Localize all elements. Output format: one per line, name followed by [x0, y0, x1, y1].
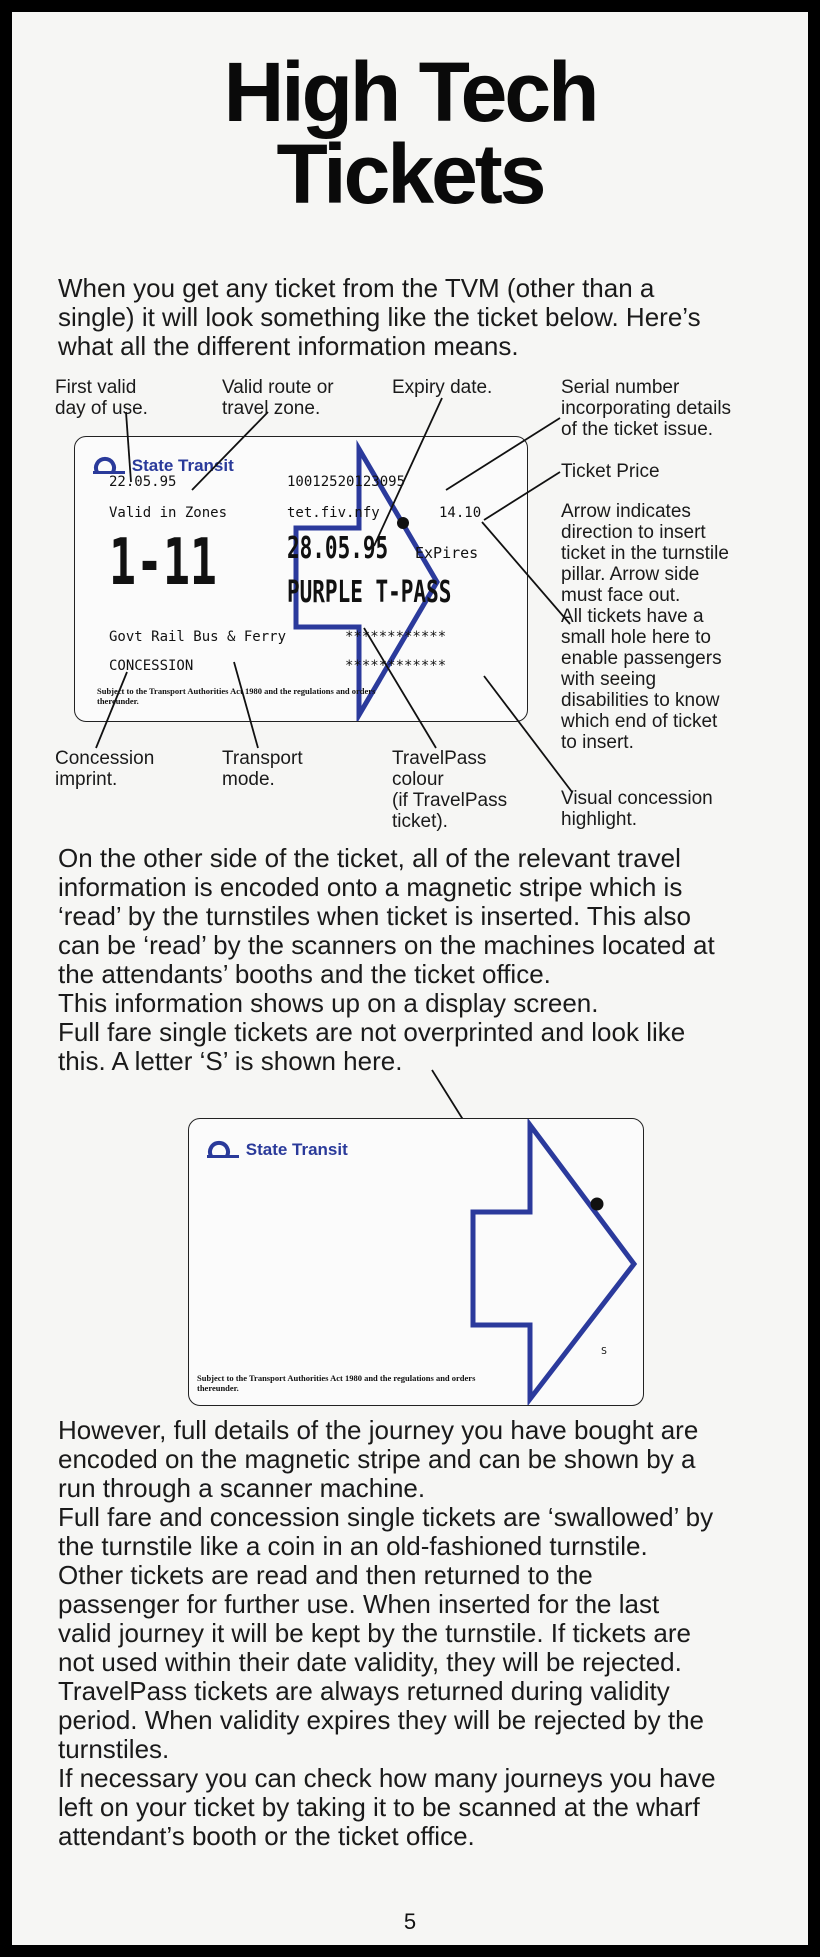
label-line: of the ticket issue. — [561, 419, 714, 440]
paragraph-line: left on your ticket by taking it to be scanned at the wharf — [58, 1792, 700, 1822]
label-line: day of use. — [55, 398, 148, 419]
paragraph-line: If necessary you can check how many journeys you have — [58, 1763, 716, 1793]
paragraph-line: this. A letter ‘S’ is shown here. — [58, 1046, 403, 1076]
intro-line: single) it will look something like the ticket below. Here’s — [58, 302, 701, 332]
callout-line — [364, 628, 436, 748]
paragraph-line: Full fare and concession single tickets are ‘swallowed’ by — [58, 1502, 714, 1532]
ticket-pass-type: PURPLE T-PASS — [287, 575, 452, 610]
state-transit-logo — [205, 1139, 348, 1160]
callout-line — [484, 676, 572, 792]
ticket-stars: ************ — [345, 658, 447, 674]
paragraph-line: information is encoded onto a magnetic stripe which is — [58, 872, 683, 902]
ticket-concession: CONCESSION — [109, 658, 194, 674]
paragraph-line: can be ‘read’ by the scanners on the machines located at — [58, 930, 715, 960]
paragraph-line: run through a scanner machine. — [58, 1473, 426, 1503]
label-line: pillar. Arrow side — [561, 564, 700, 585]
label-line: Arrow indicates — [561, 501, 691, 522]
orientation-hole — [591, 1198, 604, 1211]
ticket-expiry: 28.05.95 — [287, 531, 389, 566]
paragraph-line: TravelPass tickets are always returned during validity — [58, 1676, 670, 1706]
label-line: All tickets have a — [561, 606, 704, 627]
label-line: Valid route or — [222, 377, 334, 398]
callout-line — [192, 412, 268, 490]
ticket-zones: 1-11 — [109, 526, 217, 600]
label-line: Serial number — [561, 377, 680, 398]
paragraph-line: not used within their date validity, they will be rejected. — [58, 1647, 682, 1677]
page-title-line1: High Tech — [223, 45, 597, 139]
label-line: imprint. — [55, 769, 118, 790]
ticket-single-letter: S — [601, 1346, 608, 1357]
intro-line: When you get any ticket from the TVM (other than a — [58, 273, 655, 303]
callout-line — [484, 472, 560, 520]
label-line: colour — [392, 769, 444, 790]
paragraph-line: This information shows up on a display screen. — [58, 988, 599, 1018]
label-line: disabilities to know — [561, 690, 720, 711]
paragraph-line: ‘read’ by the turnstiles when ticket is inserted. This also — [58, 901, 691, 931]
label-line: Concession — [55, 748, 155, 769]
ticket-date: 22.05.95 — [109, 474, 177, 490]
label-line: direction to insert — [561, 522, 706, 543]
label-line: with seeing — [561, 669, 657, 690]
label-line: highlight. — [561, 809, 638, 830]
callout-line — [482, 522, 570, 624]
ticket-price: 14.10 — [439, 505, 482, 521]
label-line: Expiry date. — [392, 377, 493, 398]
ticket-transport-mode: Govt Rail Bus & Ferry — [109, 629, 287, 645]
label-line: First valid — [55, 377, 137, 398]
label-line: which end of ticket — [561, 711, 718, 732]
ticket-fine-print: Subject to the Transport Authorities Act 1980 and the regulations and orders thereunder. — [97, 686, 376, 706]
paragraph-line: period. When validity expires they will be rejected by the — [58, 1705, 704, 1735]
paragraph-line: encoded on the magnetic stripe and can be shown by a — [58, 1444, 696, 1474]
label-line: ticket). — [392, 811, 448, 832]
callout-line — [374, 398, 442, 546]
page-number: 5 — [403, 1909, 417, 1934]
paragraph-line: the turnstile like a coin in an old-fashioned turnstile. — [58, 1531, 648, 1561]
ticket-example-single — [188, 1118, 644, 1406]
label-line: TravelPass — [392, 748, 487, 769]
paragraph-line: However, full details of the journey you have bought are — [58, 1415, 699, 1445]
paragraph-line: passenger for further use. When inserted for the last — [58, 1589, 660, 1619]
brand-name: State Transit — [131, 456, 234, 475]
ticket-valid-in: Valid in Zones — [109, 505, 228, 521]
label-line: mode. — [222, 769, 275, 790]
label-line: travel zone. — [222, 398, 321, 419]
label-line: incorporating details — [561, 398, 732, 419]
paragraph-magnetic-stripe — [58, 844, 788, 1076]
state-transit-logo-icon — [205, 1139, 241, 1159]
callout-line — [234, 662, 258, 748]
intro-line: what all the different information means. — [58, 331, 519, 361]
paragraph-line: valid journey it will be kept by the turnstile. If tickets are — [58, 1618, 691, 1648]
label-line: enable passengers — [561, 648, 722, 669]
ticket-code: tet.fiv.nfy — [287, 505, 380, 521]
ticket-stars: ************ — [345, 629, 447, 645]
ticket-fine-print: Subject to the Transport Authorities Act 1980 and the regulations and orders thereunder. — [197, 1373, 476, 1393]
arrow-outline — [473, 1125, 634, 1399]
paragraph-line: attendant’s booth or the ticket office. — [58, 1821, 475, 1851]
label-line: Visual concession — [561, 788, 713, 809]
ticket-serial: 10012520123095 — [287, 474, 406, 490]
ticket-expires-label: ExPires — [415, 544, 479, 562]
label-line: (if TravelPass — [392, 790, 508, 811]
paragraph-details — [58, 1416, 788, 1851]
callout-line — [446, 418, 560, 490]
callout-line — [126, 412, 131, 482]
page-title-line2: Tickets — [276, 127, 544, 221]
label-line: Ticket Price — [561, 461, 660, 482]
brand-name: State Transit — [245, 1140, 348, 1159]
paragraph-line: the attendants’ booths and the ticket office. — [58, 959, 551, 989]
paragraph-line: turnstiles. — [58, 1734, 170, 1764]
label-line: must face out. — [561, 585, 681, 606]
label-line: Transport — [222, 748, 303, 769]
label-line: small hole here to — [561, 627, 711, 648]
paragraph-line: Other tickets are read and then returned to the — [58, 1560, 593, 1590]
paragraph-line: On the other side of the ticket, all of the relevant travel — [58, 843, 681, 873]
paragraph-line: Full fare single tickets are not overprinted and look like — [58, 1017, 686, 1047]
label-line: to insert. — [561, 732, 634, 753]
arrow-graphic — [189, 1119, 643, 1405]
page — [12, 12, 808, 1945]
label-line: ticket in the turnstile — [561, 543, 729, 564]
callout-line — [96, 672, 127, 748]
